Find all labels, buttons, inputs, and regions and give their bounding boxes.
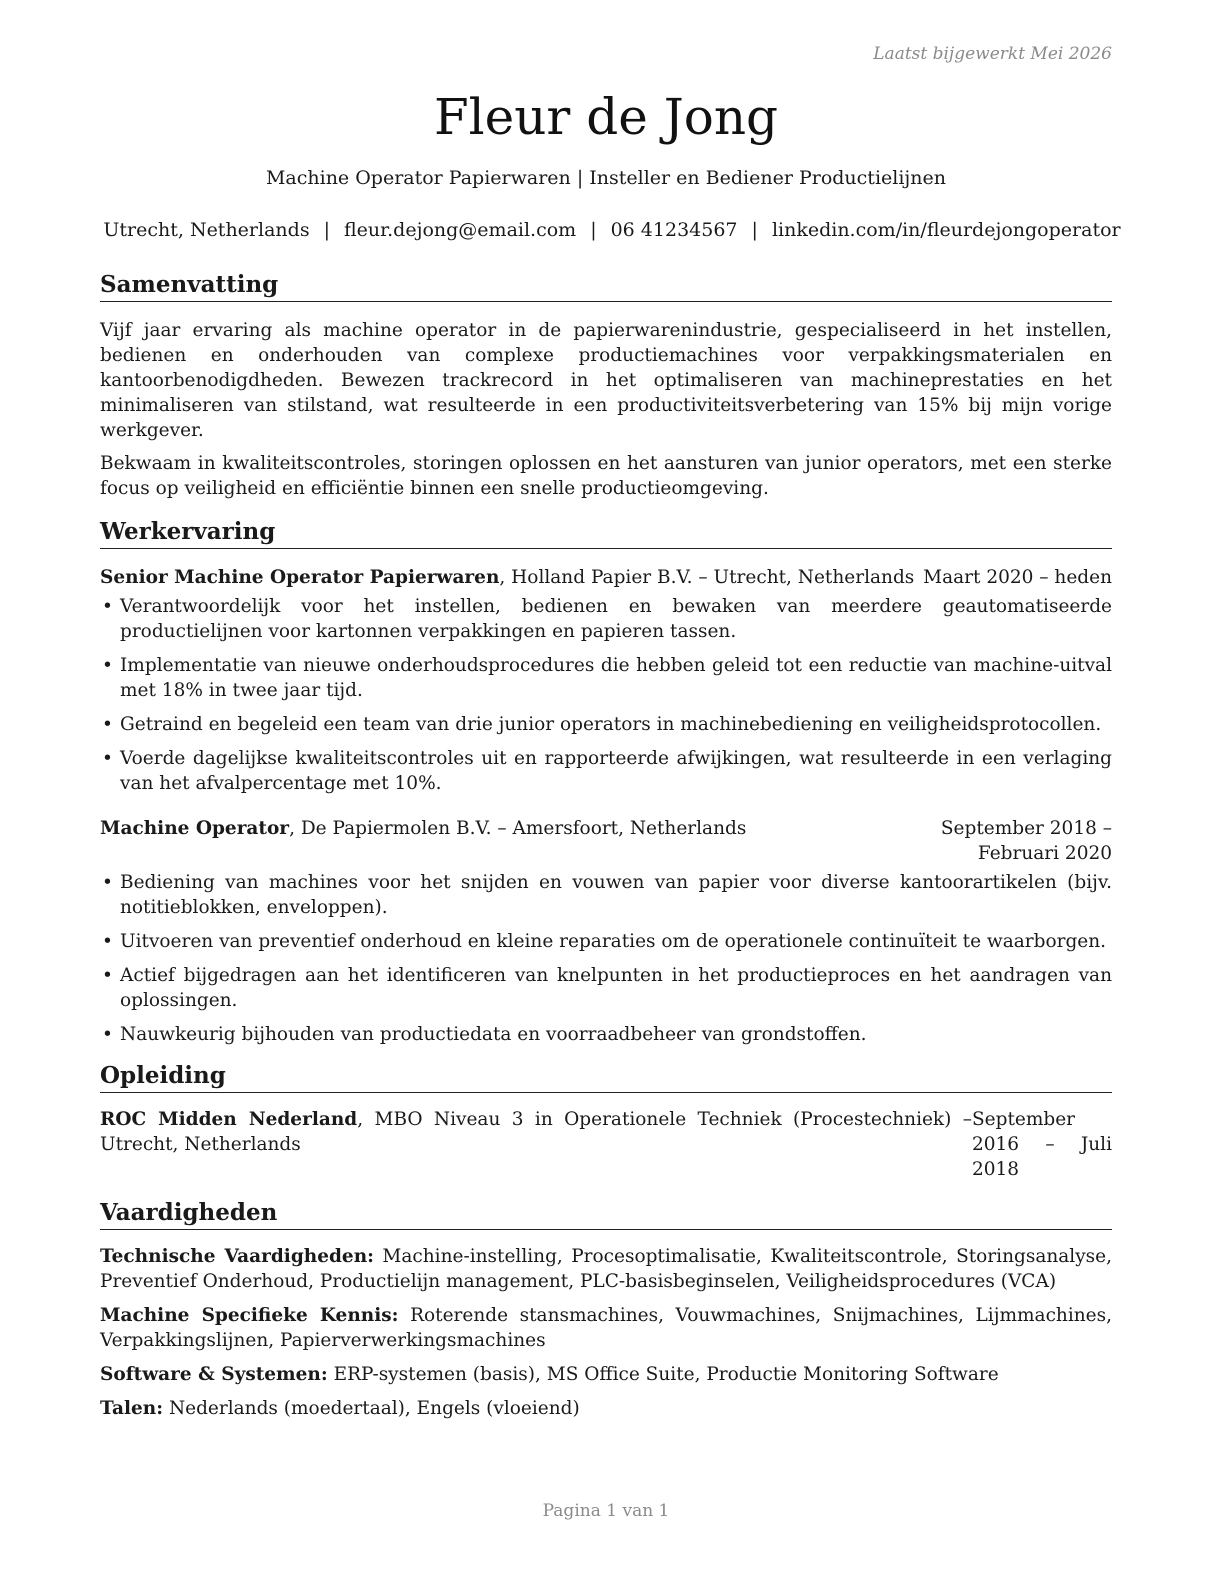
skill-value: Roterende stansmachines, Vouwmachines, Snijmachines, Lijmmachines, Verpakkingslijnen, Papierverwerkingsmachines <box>100 1305 1113 1351</box>
skills-section <box>100 1198 1112 1421</box>
contact-linkedin[interactable]: linkedin.com/in/fleurdejongoperator <box>771 219 1121 241</box>
job-bullets <box>100 594 1112 796</box>
job-company: , Holland Papier B.V. – Utrecht, Netherlands <box>499 567 915 588</box>
skill-row <box>100 1303 1112 1353</box>
skill-label: Machine Specifieke Kennis: <box>100 1305 399 1326</box>
experience-section <box>100 517 1112 1047</box>
skill-row <box>100 1362 1112 1387</box>
job-header <box>100 565 1112 590</box>
section-title-experience: Werkervaring <box>100 517 1112 549</box>
page-number: Pagina 1 van 1 <box>542 1501 670 1521</box>
education-details: , MBO Niveau 3 in Operationele Techniek (Procestechniek) – Utrecht, Netherlands <box>100 1109 972 1155</box>
contact-separator: | <box>751 219 758 241</box>
skill-label: Software & Systemen: <box>100 1364 328 1385</box>
education-dates: September 2016 – Juli 2018 <box>972 1109 1112 1180</box>
job-role: Machine Operator <box>100 818 290 839</box>
job-bullets <box>100 870 1112 1047</box>
contact-email[interactable]: fleur.dejong@email.com <box>343 219 577 241</box>
summary-section <box>100 318 1112 501</box>
skill-value: Nederlands (moedertaal), Engels (vloeiend) <box>163 1398 580 1419</box>
list-item: • Implementatie van nieuwe onderhoudsprocedures die hebben geleid tot een reductie van machine-uitval met 18% in twee jaar tijd. <box>100 653 1112 703</box>
skill-label: Talen: <box>100 1398 164 1419</box>
job-dates: Maart 2020 – heden <box>923 567 1112 588</box>
section-title-skills: Vaardigheden <box>100 1198 1112 1230</box>
skill-value: Machine-instelling, Procesoptimalisatie, Kwaliteitscontrole, Storingsanalyse, Preventief Onderhoud, Productielijn management, PLC-basisbeginselen, Veiligheidsprocedures (VCA) <box>100 1246 1112 1292</box>
list-item: • Nauwkeurig bijhouden van productiedata en voorraadbeheer van grondstoffen. <box>100 1022 1112 1047</box>
education-school: ROC Midden Nederland <box>100 1109 358 1130</box>
list-item: • Bediening van machines voor het snijden en vouwen van papier voor diverse kantoorartikelen (bijv. notitieblokken, enveloppen). <box>100 870 1112 920</box>
headline: Machine Operator Papierwaren | Insteller en Bediener Productielijnen <box>265 167 947 189</box>
candidate-name: Fleur de Jong <box>433 88 779 146</box>
resume-page <box>100 0 1121 1584</box>
skill-label: Technische Vaardigheden: <box>100 1246 374 1267</box>
education-entry <box>100 1107 1112 1182</box>
resume-content <box>100 270 1112 1421</box>
summary-paragraph: Bekwaam in kwaliteitscontroles, storingen oplossen en het aansturen van junior operators, met een sterke focus op veiligheid en efficiëntie binnen een snelle productieomgeving. <box>100 453 1112 499</box>
job-role: Senior Machine Operator Papierwaren <box>100 567 500 588</box>
list-item: • Voerde dagelijkse kwaliteitscontroles uit en rapporteerde afwijkingen, wat resulteerde in een verlaging van het afvalpercentage met 10%. <box>100 746 1112 796</box>
skill-row <box>100 1396 1112 1421</box>
list-item: • Uitvoeren van preventief onderhoud en kleine reparaties om de operationele continuïteit te waarborgen. <box>100 929 1112 954</box>
list-item: • Getraind en begeleid een team van drie junior operators in machinebediening en veiligheidsprotocollen. <box>100 712 1112 737</box>
contact-separator: | <box>323 219 330 241</box>
job-company: , De Papiermolen B.V. – Amersfoort, Netherlands <box>289 818 747 839</box>
skill-row <box>100 1244 1112 1294</box>
summary-paragraph: Vijf jaar ervaring als machine operator in de papierwarenindustrie, gespecialiseerd in het instellen, bedienen en onderhouden van complexe productiemachines voor verpakkingsmaterialen en kantoorbenodigdheden. Bewezen trackrecord in het optimaliseren van machineprestaties en het minimaliseren van stilstand, wat resulteerde in een productiviteitsverbetering van 15% bij mijn vorige werkgever. <box>100 320 1112 441</box>
section-title-education: Opleiding <box>100 1061 1112 1093</box>
job-header <box>100 816 1112 866</box>
list-item: • Verantwoordelijk voor het instellen, bedienen en bewaken van meerdere geautomatiseerde productielijnen voor kartonnen verpakkingen en papieren tassen. <box>100 594 1112 644</box>
section-title-summary: Samenvatting <box>100 270 1112 302</box>
job-dates: September 2018 – Februari 2020 <box>940 818 1112 864</box>
contact-phone: 06 41234567 <box>610 219 738 241</box>
last-updated: Laatst bijgewerkt Mei 2026 <box>873 44 1112 64</box>
list-item: • Actief bijgedragen aan het identificeren van knelpunten in het productieproces en het aandragen van oplossingen. <box>100 963 1112 1013</box>
education-section <box>100 1061 1112 1182</box>
skill-value: ERP-systemen (basis), MS Office Suite, Productie Monitoring Software <box>327 1364 999 1385</box>
contact-separator: | <box>590 219 597 241</box>
contact-line <box>0 219 1224 241</box>
contact-location: Utrecht, Netherlands <box>103 219 310 241</box>
